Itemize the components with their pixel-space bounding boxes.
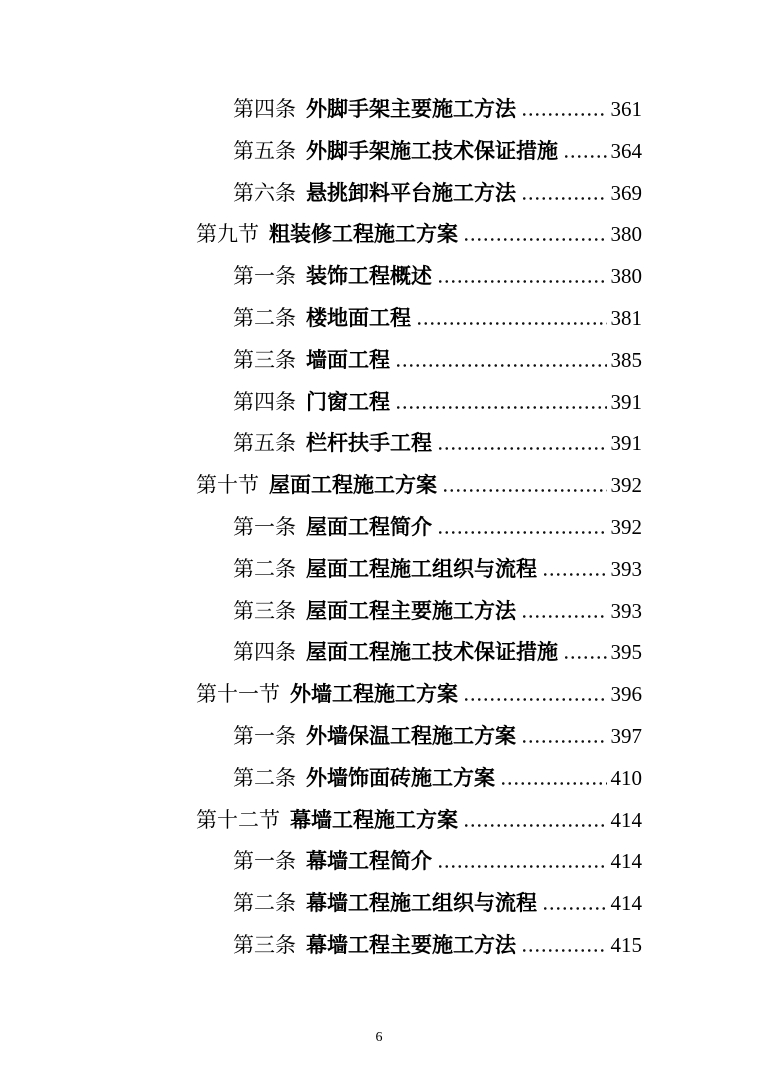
toc-entry-title: 外墙保温工程施工方案 [306, 724, 516, 748]
toc-entry-page-number: 392 [610, 514, 642, 539]
dot-leader-icon [437, 280, 607, 283]
toc-entry[interactable] [196, 883, 642, 925]
toc-entry-title: 幕墙工程施工组织与流程 [306, 892, 537, 916]
toc-entry[interactable] [196, 131, 642, 173]
table-of-contents [196, 89, 642, 967]
toc-entry-title: 门窗工程 [306, 390, 390, 414]
toc-entry-page-number: 393 [610, 598, 642, 623]
toc-entry-label: 第三条 [233, 347, 296, 372]
toc-entry-page-number: 395 [610, 640, 642, 665]
toc-entry-title: 幕墙工程施工方案 [290, 808, 458, 832]
toc-entry-title: 外脚手架主要施工方法 [306, 98, 516, 121]
toc-entry-label: 第一条 [233, 264, 296, 289]
dot-leader-icon [442, 489, 607, 492]
toc-entry-label: 第二条 [233, 765, 296, 790]
toc-entry-label: 第六条 [233, 180, 296, 205]
toc-entry[interactable] [196, 89, 642, 131]
dot-leader-icon [521, 113, 607, 116]
dot-leader-icon [521, 740, 607, 743]
toc-entry-label: 第十二节 [196, 807, 280, 832]
toc-entry-title: 悬挑卸料平台施工方法 [306, 181, 516, 205]
toc-entry[interactable] [196, 549, 642, 591]
toc-entry-title: 屋面工程施工技术保证措施 [306, 641, 558, 665]
dot-leader-icon [563, 155, 607, 158]
toc-entry-label: 第十一节 [196, 682, 280, 707]
toc-entry-title: 楼地面工程 [306, 306, 411, 330]
dot-leader-icon [463, 698, 607, 701]
dot-leader-icon [463, 824, 607, 827]
toc-entry[interactable] [196, 758, 642, 800]
toc-entry-page-number: 385 [610, 347, 642, 372]
dot-leader-icon [395, 406, 607, 409]
toc-entry-page-number: 414 [610, 849, 642, 874]
toc-entry-label: 第二条 [233, 556, 296, 581]
toc-entry-title: 墙面工程 [306, 348, 390, 372]
toc-entry-page-number: 391 [610, 389, 642, 414]
page-number: 6 [375, 1030, 383, 1045]
toc-entry-label: 第四条 [233, 97, 296, 121]
toc-entry[interactable] [196, 214, 642, 256]
toc-entry-page-number: 391 [610, 431, 642, 456]
toc-entry-label: 第四条 [233, 640, 296, 665]
toc-entry-title: 屋面工程施工组织与流程 [306, 557, 537, 581]
toc-entry-label: 第三条 [233, 932, 296, 957]
toc-entry[interactable] [196, 423, 642, 465]
dot-leader-icon [521, 615, 607, 618]
toc-entry-page-number: 415 [610, 932, 642, 957]
dot-leader-icon [563, 656, 607, 659]
toc-entry-label: 第九节 [196, 222, 259, 247]
toc-entry-page-number: 414 [610, 891, 642, 916]
dot-leader-icon [395, 364, 607, 367]
toc-entry[interactable] [196, 716, 642, 758]
toc-entry-title: 装饰工程概述 [306, 265, 432, 289]
dot-leader-icon [500, 782, 607, 785]
toc-entry-label: 第三条 [233, 598, 296, 623]
toc-entry-label: 第五条 [233, 138, 296, 163]
toc-entry-title: 粗装修工程施工方案 [269, 223, 458, 247]
toc-entry[interactable] [196, 173, 642, 215]
dot-leader-icon [542, 907, 607, 910]
dot-leader-icon [416, 322, 607, 325]
toc-entry[interactable] [196, 256, 642, 298]
dot-leader-icon [521, 949, 607, 952]
toc-entry-title: 幕墙工程简介 [306, 850, 432, 874]
toc-entry-page-number: 380 [610, 264, 642, 289]
toc-entry[interactable] [196, 465, 642, 507]
toc-entry-page-number: 381 [610, 305, 642, 330]
toc-entry-title: 屋面工程主要施工方法 [306, 599, 516, 623]
toc-entry-label: 第二条 [233, 305, 296, 330]
toc-entry[interactable] [196, 925, 642, 967]
page-footer [0, 1028, 758, 1046]
toc-entry-label: 第五条 [233, 431, 296, 456]
toc-entry-label: 第一条 [233, 849, 296, 874]
toc-entry-label: 第二条 [233, 891, 296, 916]
toc-entry[interactable] [196, 382, 642, 424]
toc-entry-page-number: 392 [610, 473, 642, 498]
toc-entry[interactable] [196, 340, 642, 382]
toc-entry[interactable] [196, 674, 642, 716]
dot-leader-icon [542, 573, 607, 576]
dot-leader-icon [437, 447, 607, 450]
toc-entry-page-number: 361 [610, 97, 642, 121]
toc-entry[interactable] [196, 507, 642, 549]
toc-entry-page-number: 364 [610, 138, 642, 163]
toc-entry-label: 第一条 [233, 514, 296, 539]
toc-entry[interactable] [196, 800, 642, 842]
toc-entry-label: 第十节 [196, 473, 259, 498]
dot-leader-icon [437, 865, 607, 868]
toc-entry-title: 外脚手架施工技术保证措施 [306, 139, 558, 163]
toc-entry[interactable] [196, 298, 642, 340]
toc-entry-title: 幕墙工程主要施工方法 [306, 933, 516, 957]
dot-leader-icon [521, 197, 607, 200]
toc-entry-page-number: 410 [610, 765, 642, 790]
toc-entry-page-number: 396 [610, 682, 642, 707]
toc-entry-title: 屋面工程施工方案 [269, 474, 437, 498]
toc-entry-page-number: 397 [610, 723, 642, 748]
toc-entry-page-number: 380 [610, 222, 642, 247]
toc-entry-label: 第四条 [233, 389, 296, 414]
toc-entry-title: 栏杆扶手工程 [306, 432, 432, 456]
toc-entry-label: 第一条 [233, 723, 296, 748]
toc-entry[interactable] [196, 632, 642, 674]
toc-entry-page-number: 393 [610, 556, 642, 581]
dot-leader-icon [463, 238, 607, 241]
dot-leader-icon [437, 531, 607, 534]
toc-entry[interactable] [196, 841, 642, 883]
toc-entry-page-number: 369 [610, 180, 642, 205]
toc-entry-title: 屋面工程简介 [306, 515, 432, 539]
toc-entry-page-number: 414 [610, 807, 642, 832]
toc-entry[interactable] [196, 591, 642, 633]
toc-entry-title: 外墙饰面砖施工方案 [306, 766, 495, 790]
toc-entry-title: 外墙工程施工方案 [290, 683, 458, 707]
